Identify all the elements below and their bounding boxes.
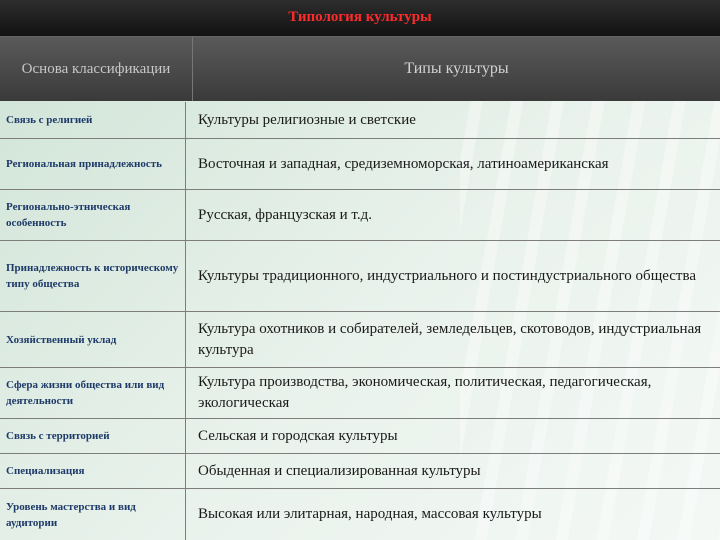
header-cell-basis	[0, 37, 193, 101]
header-types-label: Типы культуры	[404, 60, 509, 77]
types-cell: Культура охотников и собирателей, земледельцев, скотоводов, индустриальная культура	[198, 320, 702, 358]
types-cell: Сельская и городская культуры	[198, 427, 398, 444]
basis-cell: Специализация	[0, 454, 186, 488]
basis-cell: Региональная принадлежность	[0, 139, 186, 189]
basis-cell: Уровень мастерства и вид аудитории	[0, 489, 186, 540]
basis-cell: Связь с религией	[0, 102, 186, 138]
types-cell: Культуры традиционного, индустриального и постиндустриального общества	[198, 267, 697, 284]
table-row	[0, 368, 720, 419]
basis-cell: Связь с территорией	[0, 419, 186, 453]
table-row	[0, 454, 720, 489]
types-cell: Обыденная и специализированная культуры	[198, 462, 481, 479]
table-row	[0, 139, 720, 190]
basis-cell: Хозяйственный уклад	[0, 312, 186, 367]
slide-title: Типология культуры	[288, 9, 432, 25]
table-row	[0, 241, 720, 312]
table-row	[0, 489, 720, 540]
types-cell: Культура производства, экономическая, политическая, педагогическая, экологическая	[198, 374, 652, 411]
types-cell: Культуры религиозные и светские	[198, 111, 416, 128]
types-cell: Высокая или элитарная, народная, массовая культуры	[198, 506, 542, 522]
table-row	[0, 102, 720, 139]
table-row	[0, 312, 720, 368]
types-cell: Восточная и западная, средиземноморская, латиноамериканская	[198, 155, 609, 172]
header-cell-types	[193, 37, 720, 101]
header-basis-label: Основа классификации	[21, 61, 171, 77]
table-row	[0, 190, 720, 241]
basis-cell: Сфера жизни общества или вид деятельности	[0, 368, 186, 418]
types-cell: Русская, французская и т.д.	[198, 206, 372, 223]
basis-cell: Принадлежность к историческому типу общества	[0, 241, 186, 311]
table-row	[0, 419, 720, 454]
basis-cell: Регионально-этническая особенность	[0, 190, 186, 240]
